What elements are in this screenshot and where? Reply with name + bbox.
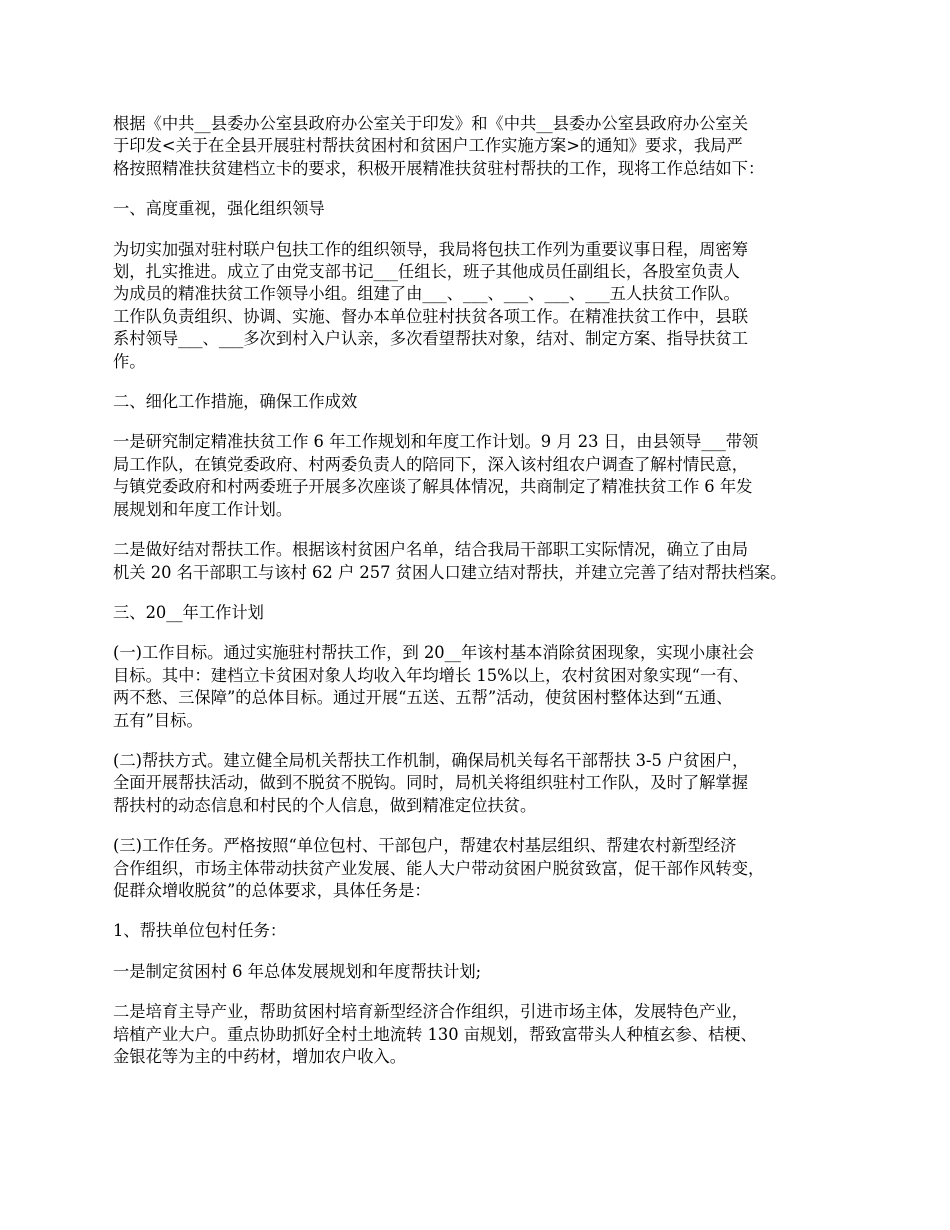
text-line: (一)工作目标。通过实施驻村帮扶工作，到 20__年该村基本消除贫困现象，实现小康社会 bbox=[113, 643, 755, 663]
text-line: 划，扎实推进。成立了由党支部书记___任组长，班子其他成员任副组长，各股室负责人 bbox=[113, 262, 740, 282]
heading-line: 三、20__年工作计划 bbox=[113, 602, 264, 622]
text-line: 展规划和年度工作计划。 bbox=[113, 499, 293, 519]
paragraph-pairing bbox=[113, 539, 848, 584]
paragraph-organization bbox=[113, 239, 848, 373]
intro-paragraph bbox=[113, 113, 848, 180]
text-line: 二是做好结对帮扶工作。根据该村贫困户名单，结合我局干部职工实际情况，确立了由局 bbox=[113, 540, 748, 560]
text-line: 机关 20 名干部职工与该村 62 户 257 贫困人口建立结对帮扶，并建立完善了结对帮扶档案。 bbox=[113, 562, 787, 582]
text-line: 作。 bbox=[113, 351, 146, 371]
text-line: (二)帮扶方式。建立健全局机关帮扶工作机制，确保局机关每名干部帮扶 3-5 户贫困户， bbox=[113, 750, 749, 770]
heading-line: 一、高度重视，强化组织领导 bbox=[113, 199, 325, 219]
text-line: 一是制定贫困村 6 年总体发展规划和年度帮扶计划; bbox=[113, 961, 482, 981]
paragraph-task-two bbox=[113, 1001, 848, 1068]
text-line: 一是研究制定精准扶贫工作 6 年工作规划和年度工作计划。9 月 23 日，由县领导___带领 bbox=[113, 432, 759, 452]
text-line: 与镇党委政府和村两委班子开展多次座谈了解具体情况，共商制定了精准扶贫工作 6 年发 bbox=[113, 477, 753, 497]
text-line: 两不愁、三保障”的总体目标。通过开展“五送、五帮”活动，使贫困村整体达到“五通、 bbox=[113, 688, 733, 708]
text-line: 为成员的精准扶贫工作领导小组。组建了由___、___、___、___、___五人扶贫工作队。 bbox=[113, 284, 740, 304]
text-line: 金银花等为主的中药材，增加农户收入。 bbox=[113, 1047, 407, 1066]
text-line: 于印发<关于在全县开展驻村帮扶贫困村和贫困户工作实施方案>的通知》要求，我局严 bbox=[113, 136, 743, 156]
paragraph-goals bbox=[113, 642, 848, 732]
text-line: 合作组织，市场主体带动扶贫产业发展、能人大户带动贫困户脱贫致富，促干部作风转变， bbox=[113, 858, 765, 878]
paragraph-methods bbox=[113, 750, 848, 817]
section-heading-3 bbox=[113, 602, 848, 624]
text-line: 为切实加强对驻村联户包扶工作的组织领导，我局将包扶工作列为重要议事日程，周密筹 bbox=[113, 239, 748, 259]
paragraph-planning bbox=[113, 431, 848, 521]
text-line: 培植产业大户。重点协助抓好全村土地流转 130 亩规划，帮致富带头人种植玄参、桔梗、 bbox=[113, 1024, 757, 1044]
subsection-heading bbox=[113, 920, 848, 942]
text-line: 二是培育主导产业，帮助贫困村培育新型经济合作组织，引进市场主体，发展特色产业， bbox=[113, 1002, 748, 1022]
section-heading-1 bbox=[113, 198, 848, 220]
heading-line: 1、帮扶单位包村任务： bbox=[113, 921, 287, 941]
text-line: 格按照精准扶贫建档立卡的要求，积极开展精准扶贫驻村帮扶的工作，现将工作总结如下： bbox=[113, 158, 765, 178]
text-line: 五有”目标。 bbox=[113, 710, 203, 730]
document-page bbox=[113, 113, 848, 1086]
text-line: 促群众增收脱贫”的总体要求，具体任务是： bbox=[113, 880, 431, 900]
paragraph-tasks bbox=[113, 835, 848, 902]
text-line: 局工作队，在镇党委政府、村两委负责人的陪同下，深入该村组农户调查了解村情民意， bbox=[113, 454, 748, 474]
text-line: (三)工作任务。严格按照“单位包村、干部包户，帮建农村基层组织、帮建农村新型经济 bbox=[113, 836, 737, 856]
text-line: 工作队负责组织、协调、实施、督办本单位驻村扶贫各项工作。在精准扶贫工作中，县联 bbox=[113, 306, 748, 326]
text-line: 帮扶村的动态信息和村民的个人信息，做到精准定位扶贫。 bbox=[113, 795, 537, 815]
text-line: 全面开展帮扶活动，做到不脱贫不脱钩。同时，局机关将组织驻村工作队，及时了解掌握 bbox=[113, 773, 748, 793]
section-heading-2 bbox=[113, 391, 848, 413]
text-line: 目标。其中：建档立卡贫困对象人均收入年均增长 15%以上，农村贫困对象实现“一有、 bbox=[113, 665, 749, 685]
paragraph-task-one bbox=[113, 961, 848, 983]
text-line: 根据《中共__县委办公室县政府办公室关于印发》和《中共__县委办公室县政府办公室关 bbox=[113, 114, 748, 133]
text-line: 系村领导___、___多次到村入户认亲，多次看望帮扶对象，结对、制定方案、指导扶贫工 bbox=[113, 329, 748, 349]
heading-line: 二、细化工作措施，确保工作成效 bbox=[113, 392, 358, 412]
